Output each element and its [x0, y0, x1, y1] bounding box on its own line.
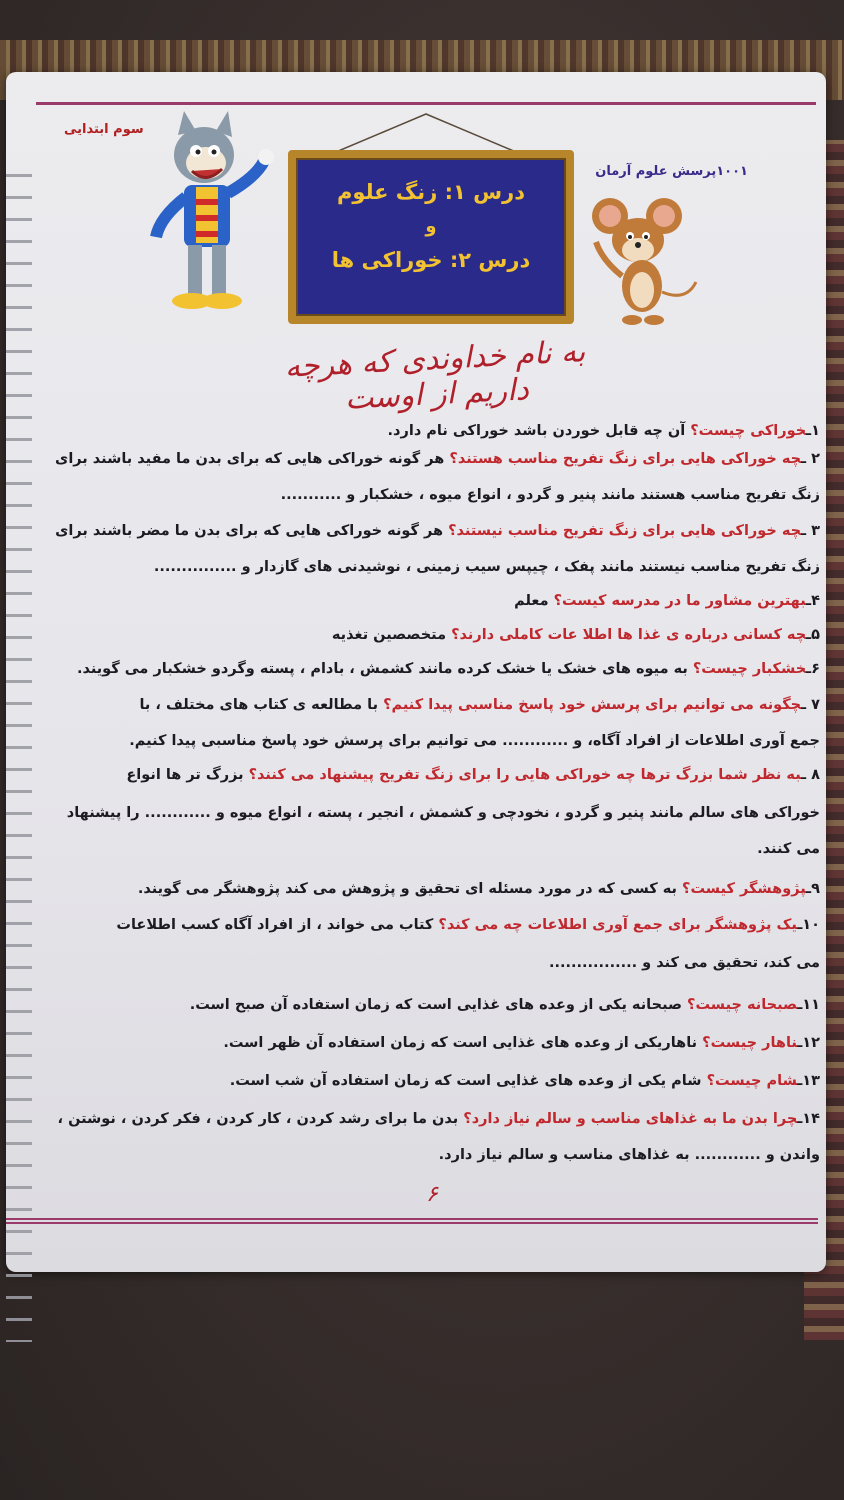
list-item-continuation: می کنند. — [757, 841, 820, 857]
spiral-binding — [6, 162, 32, 1342]
lesson-title-board — [288, 150, 574, 324]
grade-label: سوم ابتدایی — [64, 122, 144, 137]
board-line-and: و — [425, 216, 437, 237]
list-item-continuation: خوراکی های سالم مانند پنیر و گردو ، نخودچی و کشمش ، انجیر ، پسته ، انواع میوه و ............ را پیشنهاد — [66, 805, 820, 821]
list-item: ۶ـخشکبار چیست؟ به میوه های خشک یا خشک کرده مانند کشمش ، بادام ، پسته وگردو خشکبار می گویند. — [76, 661, 820, 677]
list-item: ۱۲ـناهار چیست؟ ناهاریکی از وعده های غذایی است که زمان استفاده آن ظهر است. — [223, 1035, 820, 1051]
list-item: ۴ـبهترین مشاور ما در مدرسه کیست؟ معلم — [514, 593, 820, 609]
list-item: ۱۰ـیک پژوهشگر برای جمع آوری اطلاعات چه می کند؟ کتاب می خواند ، از افراد آگاه کسب اطلاعات — [116, 917, 820, 933]
board-hanging-string — [336, 112, 516, 152]
list-item-continuation: زنگ تفریح مناسب نیستند مانند پفک ، چیپس سیب زمینی ، نوشیدنی های گازدار و ............... — [153, 559, 820, 575]
list-item: ۱۱ـصبحانه چیست؟ صبحانه یکی از وعده های غذایی است که زمان استفاده آن صبح است. — [189, 997, 820, 1013]
list-item: ۸ ـبه نظر شما بزرگ ترها چه خوراکی هایی را برای زنگ تفریح پیشنهاد می کنند؟ بزرگ تر ها انواع — [126, 767, 820, 783]
list-item: ۹ـپژوهشگر کیست؟ به کسی که در مورد مسئله ای تحقیق و پژوهش می کند پژوهشگر می گویند. — [137, 881, 820, 897]
list-item-continuation: می کند، تحقیق می کند و ................ — [548, 955, 820, 971]
list-item-continuation: زنگ تفریح مناسب هستند مانند پنیر و گردو ، انواع میوه ، خشکبار و ........... — [280, 487, 820, 503]
page-title: به نام خداوندی که هرچه داریم از اوست — [284, 334, 587, 417]
board-line-lesson1: درس ۱: زنگ علوم — [337, 180, 525, 204]
series-label: ۱۰۰۱پرسش علوم آرمان — [595, 164, 748, 179]
list-item: ۲ ـچه خوراکی هایی برای زنگ تفریح مناسب هستند؟ هر گونه خوراکی هایی که برای بدن ما مفید باشند برای — [55, 451, 820, 467]
list-item: ۵ـچه کسانی درباره ی غذا ها اطلا عات کاملی دارند؟ متخصصین تغذیه — [331, 627, 820, 643]
list-item: ۱ـخوراکی چیست؟ آن چه قابل خوردن باشد خوراکی نام دارد. — [387, 423, 820, 439]
list-item-continuation: واندن و ............ به غذاهای مناسب و سالم نیاز دارد. — [438, 1147, 820, 1163]
list-item: ۳ ـچه خوراکی هایی برای زنگ تفریح مناسب نیستند؟ هر گونه خوراکی هایی که برای بدن ما مضر باشند برای — [55, 523, 820, 539]
list-item: ۷ ـچگونه می توانیم برای پرسش خود پاسخ مناسبی پیدا کنیم؟ با مطالعه ی کتاب های مختلف ، با — [139, 697, 820, 713]
page-number: ۶ — [426, 1182, 438, 1207]
board-line-lesson2: درس ۲: خوراکی ها — [331, 248, 531, 272]
page-border-top — [36, 102, 816, 105]
list-item-continuation: جمع آوری اطلاعات از افراد آگاه، و ............ می توانیم برای پرسش خود پاسخ مناسبی پیدا کنیم. — [129, 733, 820, 749]
tom-cartoon-image — [136, 107, 286, 317]
jerry-cartoon-image — [566, 182, 706, 332]
notebook-page — [6, 72, 826, 1272]
page-border-bottom — [6, 1218, 818, 1224]
list-item: ۱۴ـچرا بدن ما به غذاهای مناسب و سالم نیاز دارد؟ بدن ما برای رشد کردن ، کار کردن ، فکر کردن ، نوشتن ، — [57, 1111, 820, 1127]
list-item: ۱۳ـشام چیست؟ شام یکی از وعده های غذایی است که زمان استفاده آن شب است. — [229, 1073, 820, 1089]
